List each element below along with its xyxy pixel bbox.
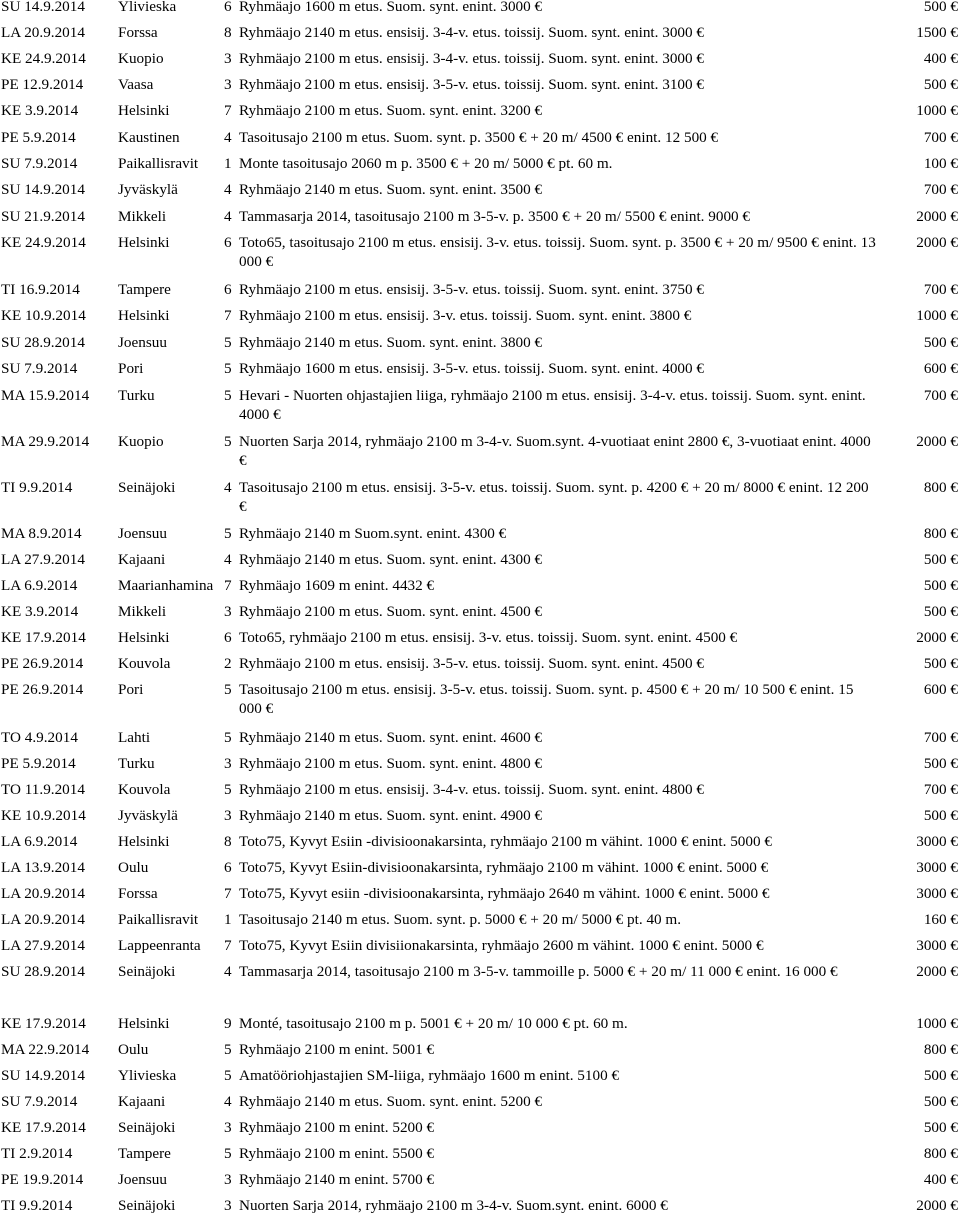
race-place: Seinäjoki <box>118 963 176 980</box>
race-desc: Ryhmäajo 2140 m etus. Suom. synt. enint. 5200 € <box>239 1093 543 1110</box>
race-prize: 600 € <box>923 360 958 377</box>
race-date: KE 3.9.2014 <box>1 102 79 119</box>
race-desc: Monte tasoitusajo 2060 m p. 3500 € + 20 m/ 5000 € pt. 60 m. <box>239 155 613 172</box>
race-desc: Ryhmäajo 2140 m enint. 5700 € <box>239 1171 435 1188</box>
race-place: Oulu <box>118 859 149 876</box>
race-desc: Ryhmäajo 2140 m Suom.synt. enint. 4300 € <box>239 525 507 542</box>
race-date: TI 9.9.2014 <box>1 479 73 496</box>
race-desc: Tasoitusajo 2100 m etus. ensisij. 3-5-v. etus. toissij. Suom. synt. p. 4500 € + 20 m/ 10 500 € enint. 15 000 € <box>239 681 854 717</box>
race-prize: 2000 € <box>916 433 958 450</box>
race-place: Mikkeli <box>118 208 167 225</box>
race-num: 6 <box>224 281 232 298</box>
race-date: PE 19.9.2014 <box>1 1171 84 1188</box>
race-date: TI 2.9.2014 <box>1 1145 73 1162</box>
race-prize: 3000 € <box>916 833 958 850</box>
race-prize: 500 € <box>923 807 958 824</box>
race-place: Ylivieska <box>118 1067 177 1084</box>
race-place: Paikallisravit <box>118 911 199 928</box>
race-date: MA 22.9.2014 <box>1 1041 90 1058</box>
race-num: 5 <box>224 1041 232 1058</box>
race-num: 5 <box>224 433 232 450</box>
race-desc: Ryhmäajo 2140 m etus. ensisij. 3-4-v. etus. toissij. Suom. synt. enint. 3000 € <box>239 24 704 41</box>
race-prize: 800 € <box>923 1145 958 1162</box>
race-prize: 500 € <box>923 577 958 594</box>
race-num: 5 <box>224 681 232 698</box>
race-desc: Ryhmäajo 2100 m etus. ensisij. 3-4-v. etus. toissij. Suom. synt. enint. 3000 € <box>239 50 704 67</box>
race-num: 8 <box>224 833 232 850</box>
race-desc: Ryhmäajo 2100 m etus. Suom. synt. enint. 4500 € <box>239 603 543 620</box>
race-place: Oulu <box>118 1041 149 1058</box>
race-desc: Ryhmäajo 2100 m etus. ensisij. 3-5-v. etus. toissij. Suom. synt. enint. 3750 € <box>239 281 704 298</box>
race-date: KE 3.9.2014 <box>1 603 79 620</box>
race-place: Joensuu <box>118 525 167 542</box>
race-num: 7 <box>224 937 232 954</box>
race-desc: Ryhmäajo 2140 m etus. Suom. synt. enint. 4900 € <box>239 807 543 824</box>
race-num: 3 <box>224 1119 232 1136</box>
race-date: PE 26.9.2014 <box>1 681 84 698</box>
race-desc: Toto75, Kyvyt Esiin divisiionakarsinta, ryhmäajo 2600 m vähint. 1000 € enint. 5000 € <box>239 937 764 954</box>
race-date: KE 17.9.2014 <box>1 629 86 646</box>
race-num: 5 <box>224 525 232 542</box>
race-place: Helsinki <box>118 102 170 119</box>
race-num: 3 <box>224 1171 232 1188</box>
race-date: SU 21.9.2014 <box>1 208 85 225</box>
race-place: Seinäjoki <box>118 1197 176 1214</box>
race-date: SU 14.9.2014 <box>1 1067 85 1084</box>
race-num: 5 <box>224 1067 232 1084</box>
race-place: Vaasa <box>118 76 154 93</box>
race-desc: Nuorten Sarja 2014, ryhmäajo 2100 m 3-4-v. Suom.synt. enint. 6000 € <box>239 1197 668 1214</box>
race-prize: 800 € <box>923 479 958 496</box>
race-prize: 700 € <box>923 129 958 146</box>
race-desc: Ryhmäajo 2140 m etus. Suom. synt. enint. 4600 € <box>239 729 543 746</box>
race-prize: 1000 € <box>916 307 958 324</box>
race-prize: 500 € <box>923 334 958 351</box>
race-prize: 500 € <box>923 0 958 15</box>
race-num: 7 <box>224 102 232 119</box>
race-desc: Ryhmäajo 1609 m enint. 4432 € <box>239 577 435 594</box>
race-place: Joensuu <box>118 334 167 351</box>
race-prize: 3000 € <box>916 885 958 902</box>
race-desc: Toto75, Kyvyt esiin -divisioonakarsinta, ryhmäajo 2640 m vähint. 1000 € enint. 5000 € <box>239 885 770 902</box>
race-num: 1 <box>224 155 232 172</box>
race-place: Paikallisravit <box>118 155 199 172</box>
race-prize: 600 € <box>923 681 958 698</box>
race-num: 7 <box>224 885 232 902</box>
race-prize: 800 € <box>923 525 958 542</box>
race-desc: Toto65, ryhmäajo 2100 m etus. ensisij. 3-v. etus. toissij. Suom. synt. enint. 4500 € <box>239 629 738 646</box>
race-date: PE 26.9.2014 <box>1 655 84 672</box>
race-place: Joensuu <box>118 1171 167 1188</box>
race-num: 4 <box>224 551 232 568</box>
race-num: 3 <box>224 50 232 67</box>
race-place: Helsinki <box>118 629 170 646</box>
race-num: 6 <box>224 0 232 15</box>
race-place: Kuopio <box>118 433 164 450</box>
race-date: LA 20.9.2014 <box>1 24 85 41</box>
race-num: 8 <box>224 24 232 41</box>
race-desc: Hevari - Nuorten ohjastajien liiga, ryhmäajo 2100 m etus. ensisij. 3-4-v. etus. toissij. Suom. synt. enint. 4000 € <box>239 387 866 423</box>
race-prize: 2000 € <box>916 629 958 646</box>
race-num: 3 <box>224 76 232 93</box>
race-desc: Ryhmäajo 1600 m etus. Suom. synt. enint. 3000 € <box>239 0 543 15</box>
race-date: KE 24.9.2014 <box>1 234 86 251</box>
race-num: 5 <box>224 387 232 404</box>
race-prize: 1500 € <box>916 24 958 41</box>
race-prize: 700 € <box>923 729 958 746</box>
race-prize: 400 € <box>923 50 958 67</box>
race-place: Helsinki <box>118 833 170 850</box>
race-desc: Ryhmäajo 2100 m etus. ensisij. 3-v. etus. toissij. Suom. synt. enint. 3800 € <box>239 307 692 324</box>
race-place: Jyväskylä <box>118 181 178 198</box>
race-num: 5 <box>224 729 232 746</box>
race-desc: Monté, tasoitusajo 2100 m p. 5001 € + 20 m/ 10 000 € pt. 60 m. <box>239 1015 628 1032</box>
race-date: TI 16.9.2014 <box>1 281 80 298</box>
race-place: Tampere <box>118 1145 171 1162</box>
race-place: Pori <box>118 681 144 698</box>
race-place: Turku <box>118 755 155 772</box>
race-num: 5 <box>224 334 232 351</box>
race-place: Mikkeli <box>118 603 167 620</box>
race-date: KE 24.9.2014 <box>1 50 86 67</box>
race-place: Helsinki <box>118 1015 170 1032</box>
race-prize: 500 € <box>923 551 958 568</box>
race-date: PE 5.9.2014 <box>1 129 76 146</box>
race-date: SU 14.9.2014 <box>1 0 85 15</box>
race-place: Kouvola <box>118 781 171 798</box>
race-place: Seinäjoki <box>118 1119 176 1136</box>
race-desc: Nuorten Sarja 2014, ryhmäajo 2100 m 3-4-v. Suom.synt. 4-vuotiaat enint 2800 €, 3-vuotiaat enint. 4000 € <box>239 433 871 469</box>
race-prize: 1000 € <box>916 1015 958 1032</box>
race-prize: 500 € <box>923 755 958 772</box>
race-place: Forssa <box>118 885 158 902</box>
race-prize: 3000 € <box>916 859 958 876</box>
race-desc: Toto75, Kyvyt Esiin -divisioonakarsinta, ryhmäajo 2100 m vähint. 1000 € enint. 5000 € <box>239 833 772 850</box>
race-desc: Ryhmäajo 2100 m etus. Suom. synt. enint. 3200 € <box>239 102 543 119</box>
race-date: LA 6.9.2014 <box>1 833 78 850</box>
race-place: Helsinki <box>118 234 170 251</box>
race-place: Pori <box>118 360 144 377</box>
race-num: 5 <box>224 781 232 798</box>
race-desc: Tasoitusajo 2100 m etus. ensisij. 3-5-v. etus. toissij. Suom. synt. p. 4200 € + 20 m/ 8000 € enint. 12 200 € <box>239 479 869 515</box>
race-prize: 500 € <box>923 1067 958 1084</box>
race-num: 6 <box>224 629 232 646</box>
race-date: SU 28.9.2014 <box>1 963 85 980</box>
race-date: MA 29.9.2014 <box>1 433 90 450</box>
race-place: Helsinki <box>118 307 170 324</box>
race-desc: Tammasarja 2014, tasoitusajo 2100 m 3-5-v. p. 3500 € + 20 m/ 5500 € enint. 9000 € <box>239 208 751 225</box>
race-date: SU 7.9.2014 <box>1 155 78 172</box>
race-date: LA 27.9.2014 <box>1 937 85 954</box>
race-desc: Amatööriohjastajien SM-liiga, ryhmäajo 1600 m enint. 5100 € <box>239 1067 620 1084</box>
race-prize: 3000 € <box>916 937 958 954</box>
race-desc: Ryhmäajo 2100 m enint. 5001 € <box>239 1041 435 1058</box>
race-date: TI 9.9.2014 <box>1 1197 73 1214</box>
race-date: MA 15.9.2014 <box>1 387 90 404</box>
race-date: LA 27.9.2014 <box>1 551 85 568</box>
race-num: 3 <box>224 807 232 824</box>
race-prize: 2000 € <box>916 1197 958 1214</box>
race-num: 3 <box>224 1197 232 1214</box>
race-prize: 500 € <box>923 1093 958 1110</box>
race-num: 4 <box>224 1093 232 1110</box>
race-desc: Ryhmäajo 2140 m etus. Suom. synt. enint. 3800 € <box>239 334 543 351</box>
race-prize: 2000 € <box>916 234 958 251</box>
race-desc: Ryhmäajo 2100 m etus. ensisij. 3-5-v. etus. toissij. Suom. synt. enint. 4500 € <box>239 655 704 672</box>
race-date: LA 13.9.2014 <box>1 859 85 876</box>
race-prize: 500 € <box>923 76 958 93</box>
race-desc: Ryhmäajo 2140 m etus. Suom. synt. enint. 3500 € <box>239 181 543 198</box>
race-date: SU 28.9.2014 <box>1 334 85 351</box>
race-date: LA 6.9.2014 <box>1 577 78 594</box>
race-prize: 700 € <box>923 387 958 404</box>
race-date: SU 14.9.2014 <box>1 181 85 198</box>
race-desc: Ryhmäajo 2100 m etus. Suom. synt. enint. 4800 € <box>239 755 543 772</box>
race-desc: Tammasarja 2014, tasoitusajo 2100 m 3-5-v. tammoille p. 5000 € + 20 m/ 11 000 € enint. 16 000 € <box>239 963 838 980</box>
race-place: Kajaani <box>118 551 166 568</box>
race-date: KE 10.9.2014 <box>1 307 86 324</box>
race-place: Maarianhamina <box>118 577 214 594</box>
race-desc: Tasoitusajo 2140 m etus. Suom. synt. p. 5000 € + 20 m/ 5000 € pt. 40 m. <box>239 911 682 928</box>
race-date: KE 17.9.2014 <box>1 1015 86 1032</box>
race-num: 4 <box>224 181 232 198</box>
race-num: 7 <box>224 577 232 594</box>
race-prize: 700 € <box>923 781 958 798</box>
race-num: 1 <box>224 911 232 928</box>
race-place: Tampere <box>118 281 171 298</box>
race-place: Kaustinen <box>118 129 180 146</box>
race-prize: 700 € <box>923 181 958 198</box>
race-prize: 400 € <box>923 1171 958 1188</box>
race-date: PE 5.9.2014 <box>1 755 76 772</box>
race-num: 5 <box>224 360 232 377</box>
race-num: 4 <box>224 479 232 496</box>
race-date: MA 8.9.2014 <box>1 525 82 542</box>
race-prize: 2000 € <box>916 963 958 980</box>
race-place: Ylivieska <box>118 0 177 15</box>
race-prize: 500 € <box>923 603 958 620</box>
race-num: 4 <box>224 963 232 980</box>
race-place: Lahti <box>118 729 151 746</box>
race-place: Lappeenranta <box>118 937 201 954</box>
race-num: 6 <box>224 234 232 251</box>
race-desc: Ryhmäajo 1600 m etus. ensisij. 3-5-v. etus. toissij. Suom. synt. enint. 4000 € <box>239 360 704 377</box>
race-desc: Ryhmäajo 2100 m etus. ensisij. 3-4-v. etus. toissij. Suom. synt. enint. 4800 € <box>239 781 704 798</box>
race-place: Forssa <box>118 24 158 41</box>
race-prize: 800 € <box>923 1041 958 1058</box>
race-prize: 500 € <box>923 655 958 672</box>
race-date: TO 11.9.2014 <box>1 781 85 798</box>
race-place: Turku <box>118 387 155 404</box>
race-place: Kuopio <box>118 50 164 67</box>
race-desc: Ryhmäajo 2100 m etus. ensisij. 3-5-v. etus. toissij. Suom. synt. enint. 3100 € <box>239 76 704 93</box>
race-num: 9 <box>224 1015 232 1032</box>
race-date: SU 7.9.2014 <box>1 360 78 377</box>
race-desc: Ryhmäajo 2140 m etus. Suom. synt. enint. 4300 € <box>239 551 543 568</box>
race-date: LA 20.9.2014 <box>1 885 85 902</box>
race-prize: 500 € <box>923 1119 958 1136</box>
race-num: 2 <box>224 655 232 672</box>
race-place: Kouvola <box>118 655 171 672</box>
race-desc: Ryhmäajo 2100 m enint. 5200 € <box>239 1119 435 1136</box>
race-date: TO 4.9.2014 <box>1 729 78 746</box>
race-num: 7 <box>224 307 232 324</box>
race-num: 4 <box>224 208 232 225</box>
race-num: 6 <box>224 859 232 876</box>
race-desc: Ryhmäajo 2100 m enint. 5500 € <box>239 1145 435 1162</box>
race-date: KE 17.9.2014 <box>1 1119 86 1136</box>
race-num: 4 <box>224 129 232 146</box>
race-desc: Toto65, tasoitusajo 2100 m etus. ensisij. 3-v. etus. toissij. Suom. synt. p. 3500 € + 20 m/ 9500 € enint. 13 000 € <box>239 234 876 270</box>
race-date: PE 12.9.2014 <box>1 76 84 93</box>
race-prize: 700 € <box>923 281 958 298</box>
race-num: 3 <box>224 755 232 772</box>
race-prize: 2000 € <box>916 208 958 225</box>
race-date: SU 7.9.2014 <box>1 1093 78 1110</box>
race-date: LA 20.9.2014 <box>1 911 85 928</box>
race-place: Seinäjoki <box>118 479 176 496</box>
race-prize: 1000 € <box>916 102 958 119</box>
race-num: 3 <box>224 603 232 620</box>
race-place: Kajaani <box>118 1093 166 1110</box>
race-desc: Toto75, Kyvyt Esiin-divisioonakarsinta, ryhmäajo 2100 m vähint. 1000 € enint. 5000 € <box>239 859 769 876</box>
race-place: Jyväskylä <box>118 807 178 824</box>
race-date: KE 10.9.2014 <box>1 807 86 824</box>
race-desc: Tasoitusajo 2100 m etus. Suom. synt. p. 3500 € + 20 m/ 4500 € enint. 12 500 € <box>239 129 719 146</box>
race-prize: 160 € <box>923 911 958 928</box>
race-num: 5 <box>224 1145 232 1162</box>
race-prize: 100 € <box>923 155 958 172</box>
